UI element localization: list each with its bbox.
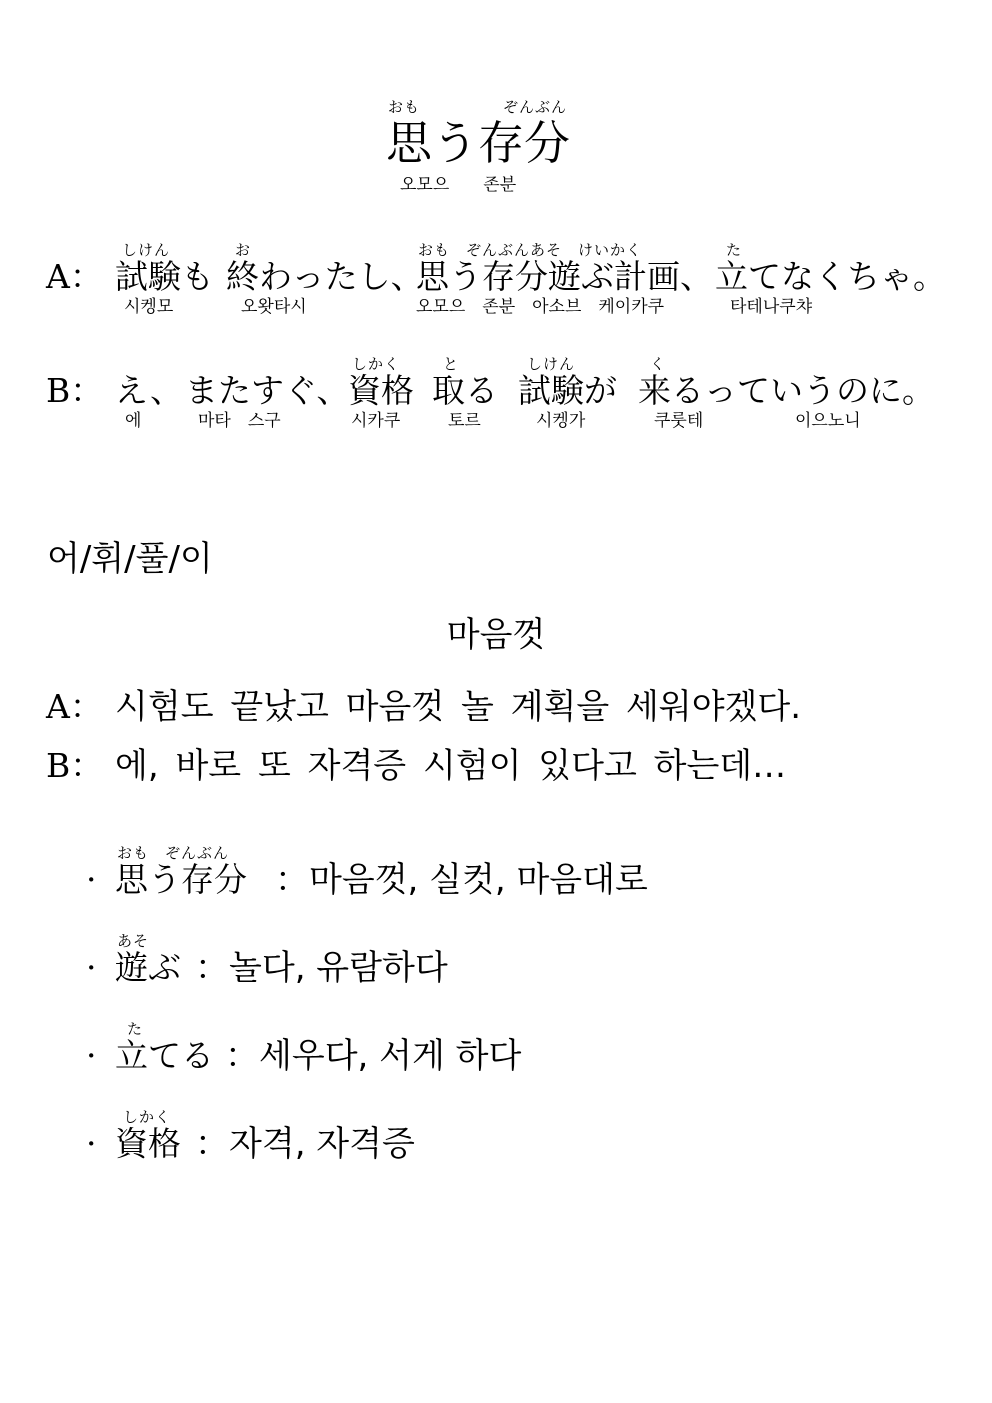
vocab-furi-2: あそ (117, 932, 150, 950)
title-furigana-zonbun: ぞんぶん (503, 98, 568, 116)
vocab-meaning-3: ：세우다, 서게 하다 (225, 1036, 522, 1076)
dialogue-a-reading-4: 타테나쿠챠 (730, 297, 813, 317)
dialogue-b-reading-6: 쿠룻테 (654, 411, 704, 431)
dialogue-b-seg-2: またすぐ、 (185, 371, 350, 410)
dialogue-b-furi-3: しかく (352, 355, 401, 373)
dialogue-a-seg-2: 終わったし、 (226, 257, 424, 296)
translation-a-speaker: A： (46, 687, 103, 726)
dialogue-a-furi-2: お (235, 241, 252, 259)
page-title: 思う存分 (386, 116, 570, 170)
vocab-bullet-3: · (86, 1036, 97, 1075)
dialogue-a-seg-4: 立てなくちゃ。 (715, 257, 946, 296)
dialogue-a-furi-1: しけん (122, 241, 171, 259)
dialogue-b-seg-3: 資格 (348, 371, 414, 410)
vocab-bullet-4: · (86, 1124, 97, 1163)
title-furigana-omo: おも (388, 98, 421, 116)
translation-a-text: 시험도 끝났고 마음껏 놀 계획을 세워야겠다. (115, 687, 802, 727)
dialogue-b-furi-5: しけん (527, 355, 576, 373)
vocab-meaning-2: ：놀다, 유람하다 (195, 948, 448, 988)
vocab-meaning-4: ：자격, 자격증 (195, 1124, 415, 1164)
dialogue-b-seg-5: 試験が (518, 371, 617, 410)
vocab-term-1: 思う存分 (115, 860, 247, 899)
dialogue-b-reading-3: 시카쿠 (351, 411, 401, 431)
dialogue-b-seg-6: 来るっていうのに。 (638, 371, 935, 410)
vocab-term-3: 立てる (115, 1036, 214, 1075)
dialogue-b-reading-1: 에 (125, 411, 142, 431)
dialogue-b-furi-4: と (443, 355, 460, 373)
translation-b-text: 에, 바로 또 자격증 시험이 있다고 하는데… (115, 746, 787, 786)
dialogue-a-furi-3: おも ぞんぶんあそ けいかく (418, 241, 643, 259)
dialogue-a-reading-1: 시켕모 (124, 297, 174, 317)
dialogue-a-furi-4: た (726, 241, 743, 259)
dialogue-b-furi-6: く (650, 355, 667, 373)
vocab-furi-1: おも ぞんぶん (117, 844, 230, 862)
dialogue-b-seg-4: 取る (432, 371, 498, 410)
vocab-term-4: 資格 (115, 1124, 181, 1163)
dialogue-a-speaker: A： (46, 257, 103, 296)
dialogue-b-seg-1: え、 (115, 371, 183, 410)
vocab-bullet-2: · (86, 948, 97, 987)
vocab-furi-3: た (127, 1020, 144, 1038)
vocab-meaning-1: ：마음껏, 실컷, 마음대로 (275, 860, 648, 900)
dialogue-a-reading-2: 오왓타시 (241, 297, 307, 317)
vocab-furi-4: しかく (123, 1108, 172, 1126)
dialogue-b-speaker: B： (46, 371, 104, 410)
translation-b-speaker: B： (46, 746, 104, 785)
dialogue-a-seg-3: 思う存分遊ぶ計画、 (416, 257, 713, 296)
dialogue-b-reading-4: 토르 (448, 411, 481, 431)
title-reading: 오모으 존분 (400, 175, 517, 195)
translation-title: 마음껏 (446, 615, 546, 655)
vocab-bullet-1: · (86, 860, 97, 899)
dialogue-b-reading-2: 마타 스구 (198, 411, 281, 431)
dialogue-b-reading-7: 이으노니 (795, 411, 861, 431)
dialogue-b-reading-5: 시켕가 (536, 411, 586, 431)
dialogue-a-reading-3: 오모으 존분 아소브 케이카쿠 (416, 297, 665, 317)
vocab-heading: 어/휘/풀/이 (47, 539, 213, 579)
dialogue-a-seg-1: 試験も (115, 257, 214, 296)
vocab-term-2: 遊ぶ (115, 948, 181, 987)
